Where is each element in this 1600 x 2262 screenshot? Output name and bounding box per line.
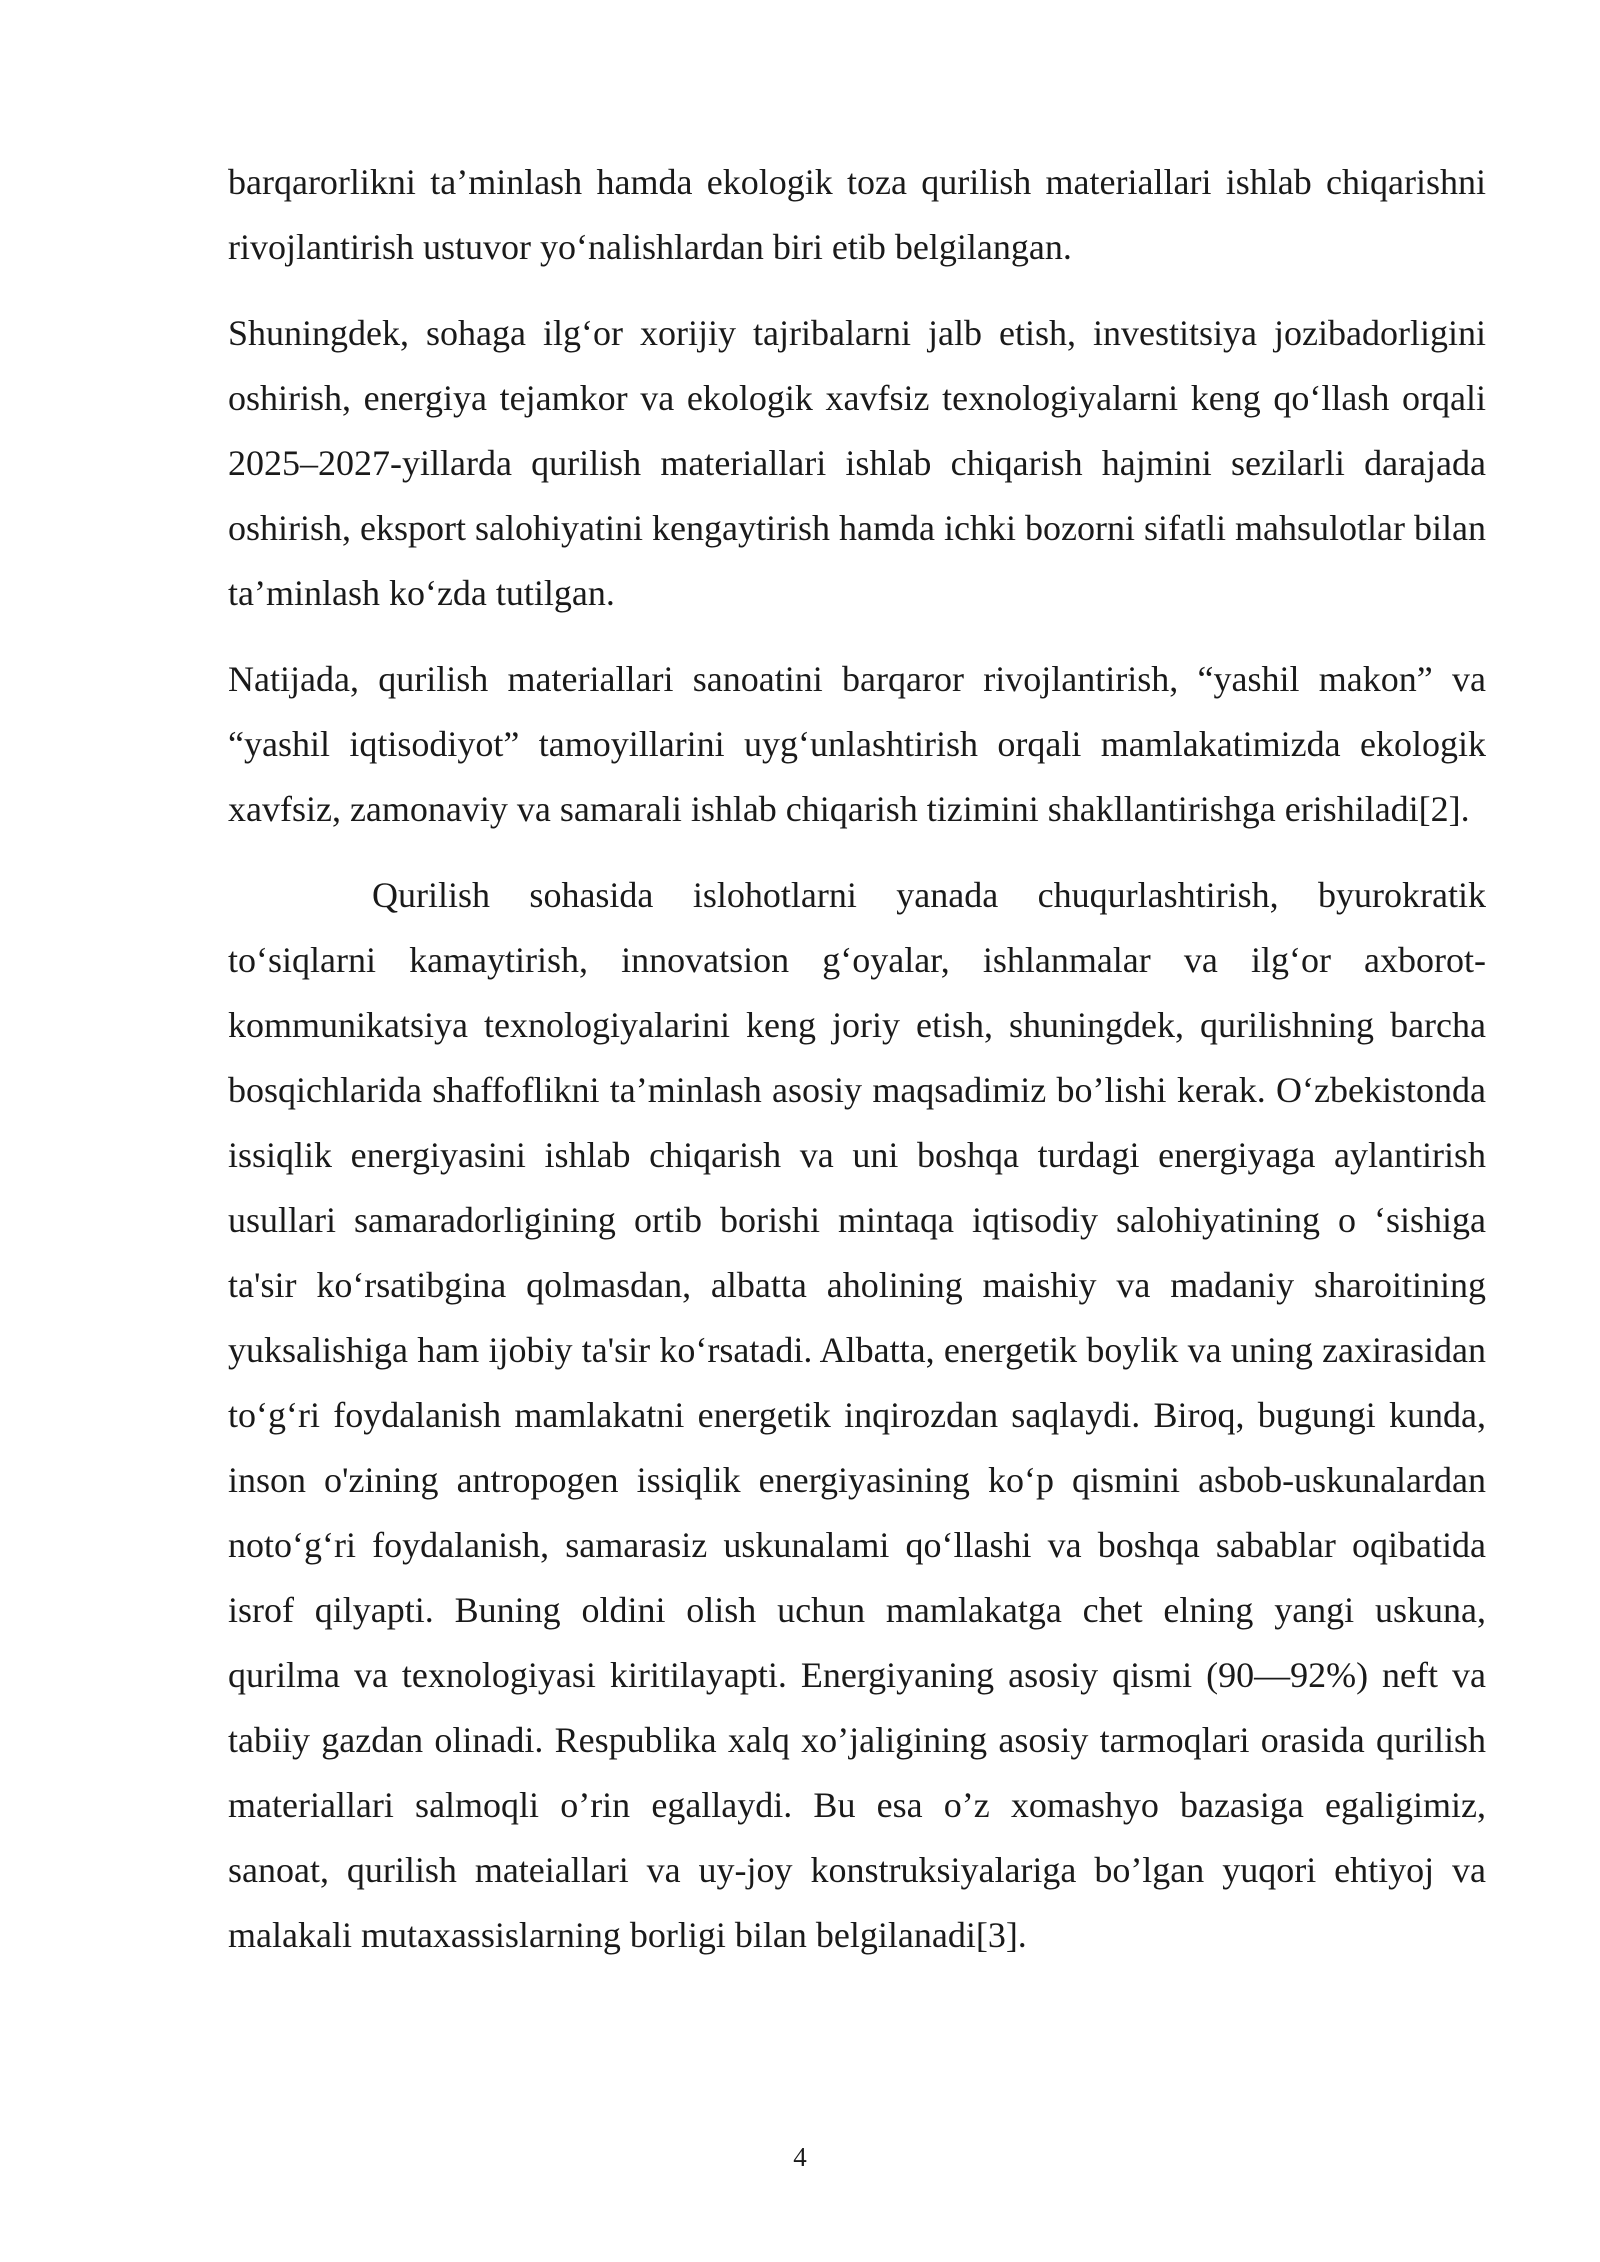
page-number: 4: [793, 2142, 807, 2172]
body-text: [228, 150, 1486, 1989]
paragraph-2: Shuningdek, sohaga ilg‘or xorijiy tajribalarni jalb etish, investitsiya jozibadorligini oshirish, energiya tejamkor va ekologik xavfsiz texnologiyalarni keng qo‘llash orqali 2025–2027-yillarda qurilish materiallari ishlab chiqarish hajmini sezilarli darajada oshirish, eksport salohiyatini kengaytirish hamda ichki bozorni sifatli mahsulotlar bilan ta’minlash ko‘zda tutilgan.: [228, 313, 1486, 613]
paragraph-4: Qurilish sohasida islohotlarni yanada chuqurlashtirish, byurokratik to‘siqlarni kamaytirish, innovatsion g‘oyalar, ishlanmalar va ilg‘or axborot-kommunikatsiya texnologiyalarini keng joriy etish, shuningdek, qurilishning barcha bosqichlarida shaffoflikni ta’minlash asosiy maqsadimiz bo’lishi kerak. O‘zbekistonda issiqlik energiyasini ishlab chiqarish va uni boshqa turdagi energiyaga aylantirish usullari samaradorligining ortib borishi mintaqa iqtisodiy salohiyatining o ‘sishiga ta'sir ko‘rsatibgina qolmasdan, albatta aholining maishiy va madaniy sharoitining yuksalishiga ham ijobiy ta'sir ko‘rsatadi. Albatta, energetik boylik va uning zaxirasidan to‘g‘ri foydalanish mamlakatni energetik inqirozdan saqlaydi. Biroq, bugungi kunda, inson o'zining antropogen issiqlik energiyasining ko‘p qismini asbob-uskunalardan noto‘g‘ri foydalanish, samarasiz uskunalami qo‘llashi va boshqa sabablar oqibatida isrof qilyapti. Buning oldini olish uchun mamlakatga chet elning yangi uskuna, qurilma va texnologiyasi kiritilayapti. Energiyaning asosiy qismi (90—92%) neft va tabiiy gazdan olinadi. Respublika xalq xo’jaligining asosiy tarmoqlari orasida qurilish materiallari salmoqli o’rin egallaydi. Bu esa o’z xomashyo bazasiga egaligimiz, sanoat, qurilish mateiallari va uy-joy konstruksiyalariga bo’lgan yuqori ehtiyoj va malakali mutaxassislarning borligi bilan belgilanadi[3].: [228, 875, 1486, 1955]
paragraph-3: Natijada, qurilish materiallari sanoatini barqaror rivojlantirish, “yashil makon” va “yashil iqtisodiyot” tamoyillarini uyg‘unlashtirish orqali mamlakatimizda ekologik xavfsiz, zamonaviy va samarali ishlab chiqarish tizimini shakllantirishga erishiladi[2].: [228, 659, 1486, 829]
paragraph-1: barqarorlikni ta’minlash hamda ekologik toza qurilish materiallari ishlab chiqarishni rivojlantirish ustuvor yo‘nalishlardan biri etib belgilangan.: [228, 162, 1486, 267]
